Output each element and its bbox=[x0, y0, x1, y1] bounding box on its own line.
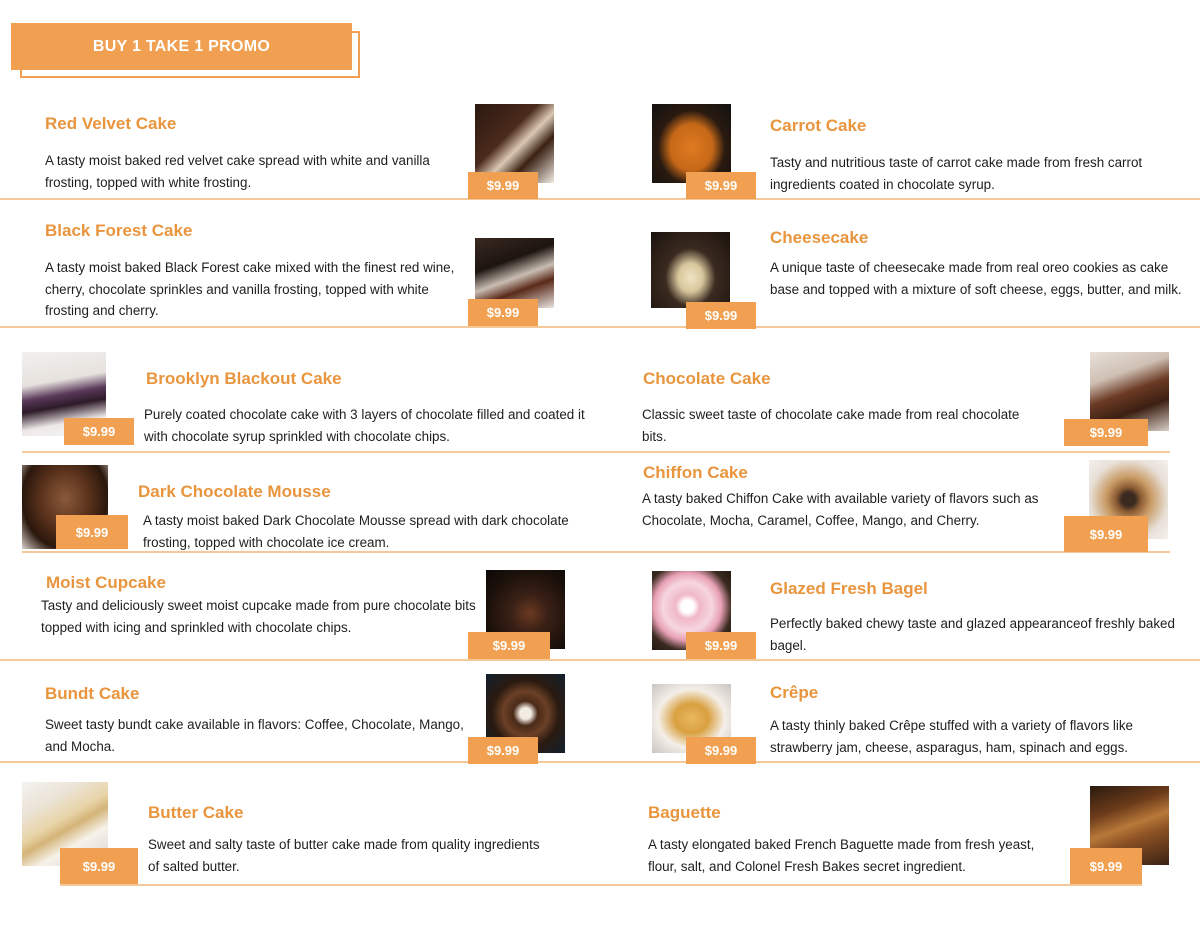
item-title: Cheesecake bbox=[770, 228, 869, 247]
item-title: Bundt Cake bbox=[45, 684, 140, 703]
item-description: A tasty moist baked red velvet cake spread with white and vanilla frosting, topped with white frosting. bbox=[45, 153, 430, 190]
item-description: A unique taste of cheesecake made from real oreo cookies as cake base and topped with a mixture of soft cheese, eggs, butter, and milk. bbox=[770, 260, 1182, 297]
price-tag: $9.99 bbox=[1064, 419, 1148, 446]
divider bbox=[60, 884, 1142, 886]
item-description: Sweet tasty bundt cake available in flavors: Coffee, Chocolate, Mango, and Mocha. bbox=[45, 717, 464, 754]
item-description: Perfectly baked chewy taste and glazed appearanceof freshly baked bagel. bbox=[770, 616, 1175, 653]
price-tag: $9.99 bbox=[60, 848, 138, 884]
price-tag: $9.99 bbox=[64, 418, 134, 445]
item-title: Dark Chocolate Mousse bbox=[138, 482, 331, 501]
price-tag: $9.99 bbox=[468, 172, 538, 199]
item-description: Tasty and nutritious taste of carrot cake made from fresh carrot ingredients coated in chocolate syrup. bbox=[770, 155, 1143, 192]
divider bbox=[0, 659, 1200, 661]
item-description: Classic sweet taste of chocolate cake made from real chocolate bits. bbox=[642, 407, 1020, 444]
item-title: Glazed Fresh Bagel bbox=[770, 579, 928, 598]
cheesecake-image bbox=[651, 232, 730, 308]
price-tag: $9.99 bbox=[686, 172, 756, 199]
item-title: Chiffon Cake bbox=[643, 463, 748, 482]
item-title: Red Velvet Cake bbox=[45, 114, 177, 133]
item-title: Brooklyn Blackout Cake bbox=[146, 369, 342, 388]
item-title: Crêpe bbox=[770, 683, 819, 702]
item-title: Black Forest Cake bbox=[45, 221, 193, 240]
divider bbox=[22, 451, 1170, 453]
divider bbox=[0, 326, 1200, 328]
item-description: Sweet and salty taste of butter cake made from quality ingredients of salted butter. bbox=[148, 837, 540, 874]
price-tag: $9.99 bbox=[1064, 516, 1148, 552]
price-tag: $9.99 bbox=[686, 302, 756, 329]
item-title: Baguette bbox=[648, 803, 721, 822]
price-tag: $9.99 bbox=[468, 632, 550, 659]
item-description: A tasty thinly baked Crêpe stuffed with a variety of flavors like strawberry jam, cheese, asparagus, ham, spinach and eggs. bbox=[770, 718, 1133, 755]
price-tag: $9.99 bbox=[1070, 848, 1142, 884]
item-description: A tasty moist baked Dark Chocolate Mousse spread with dark chocolate frosting, topped with chocolate ice cream. bbox=[143, 513, 569, 550]
price-tag: $9.99 bbox=[56, 515, 128, 549]
black-forest-cake-image bbox=[475, 238, 554, 308]
price-tag: $9.99 bbox=[686, 737, 756, 764]
divider bbox=[0, 761, 1200, 763]
item-title: Carrot Cake bbox=[770, 116, 867, 135]
item-description: A tasty baked Chiffon Cake with available variety of flavors such as Chocolate, Mocha, Caramel, Coffee, Mango, and Cherry. bbox=[642, 491, 1039, 528]
price-tag: $9.99 bbox=[468, 737, 538, 764]
price-tag: $9.99 bbox=[686, 632, 756, 659]
promo-banner: BUY 1 TAKE 1 PROMO bbox=[11, 23, 352, 70]
price-tag: $9.99 bbox=[468, 299, 538, 326]
item-description: Tasty and deliciously sweet moist cupcake made from pure chocolate bits topped with icing and sprinkled with chocolate chips. bbox=[41, 598, 476, 635]
item-description: A tasty moist baked Black Forest cake mixed with the finest red wine, cherry, chocolate sprinkles and vanilla frosting, topped with white frosting and cherry. bbox=[45, 260, 455, 318]
item-description: Purely coated chocolate cake with 3 layers of chocolate filled and coated it with chocolate syrup sprinkled with chocolate chips. bbox=[144, 407, 585, 444]
item-title: Moist Cupcake bbox=[46, 573, 166, 592]
item-title: Chocolate Cake bbox=[643, 369, 771, 388]
item-description: A tasty elongated baked French Baguette made from fresh yeast, flour, salt, and Colonel Fresh Bakes secret ingredient. bbox=[648, 837, 1035, 874]
item-title: Butter Cake bbox=[148, 803, 244, 822]
